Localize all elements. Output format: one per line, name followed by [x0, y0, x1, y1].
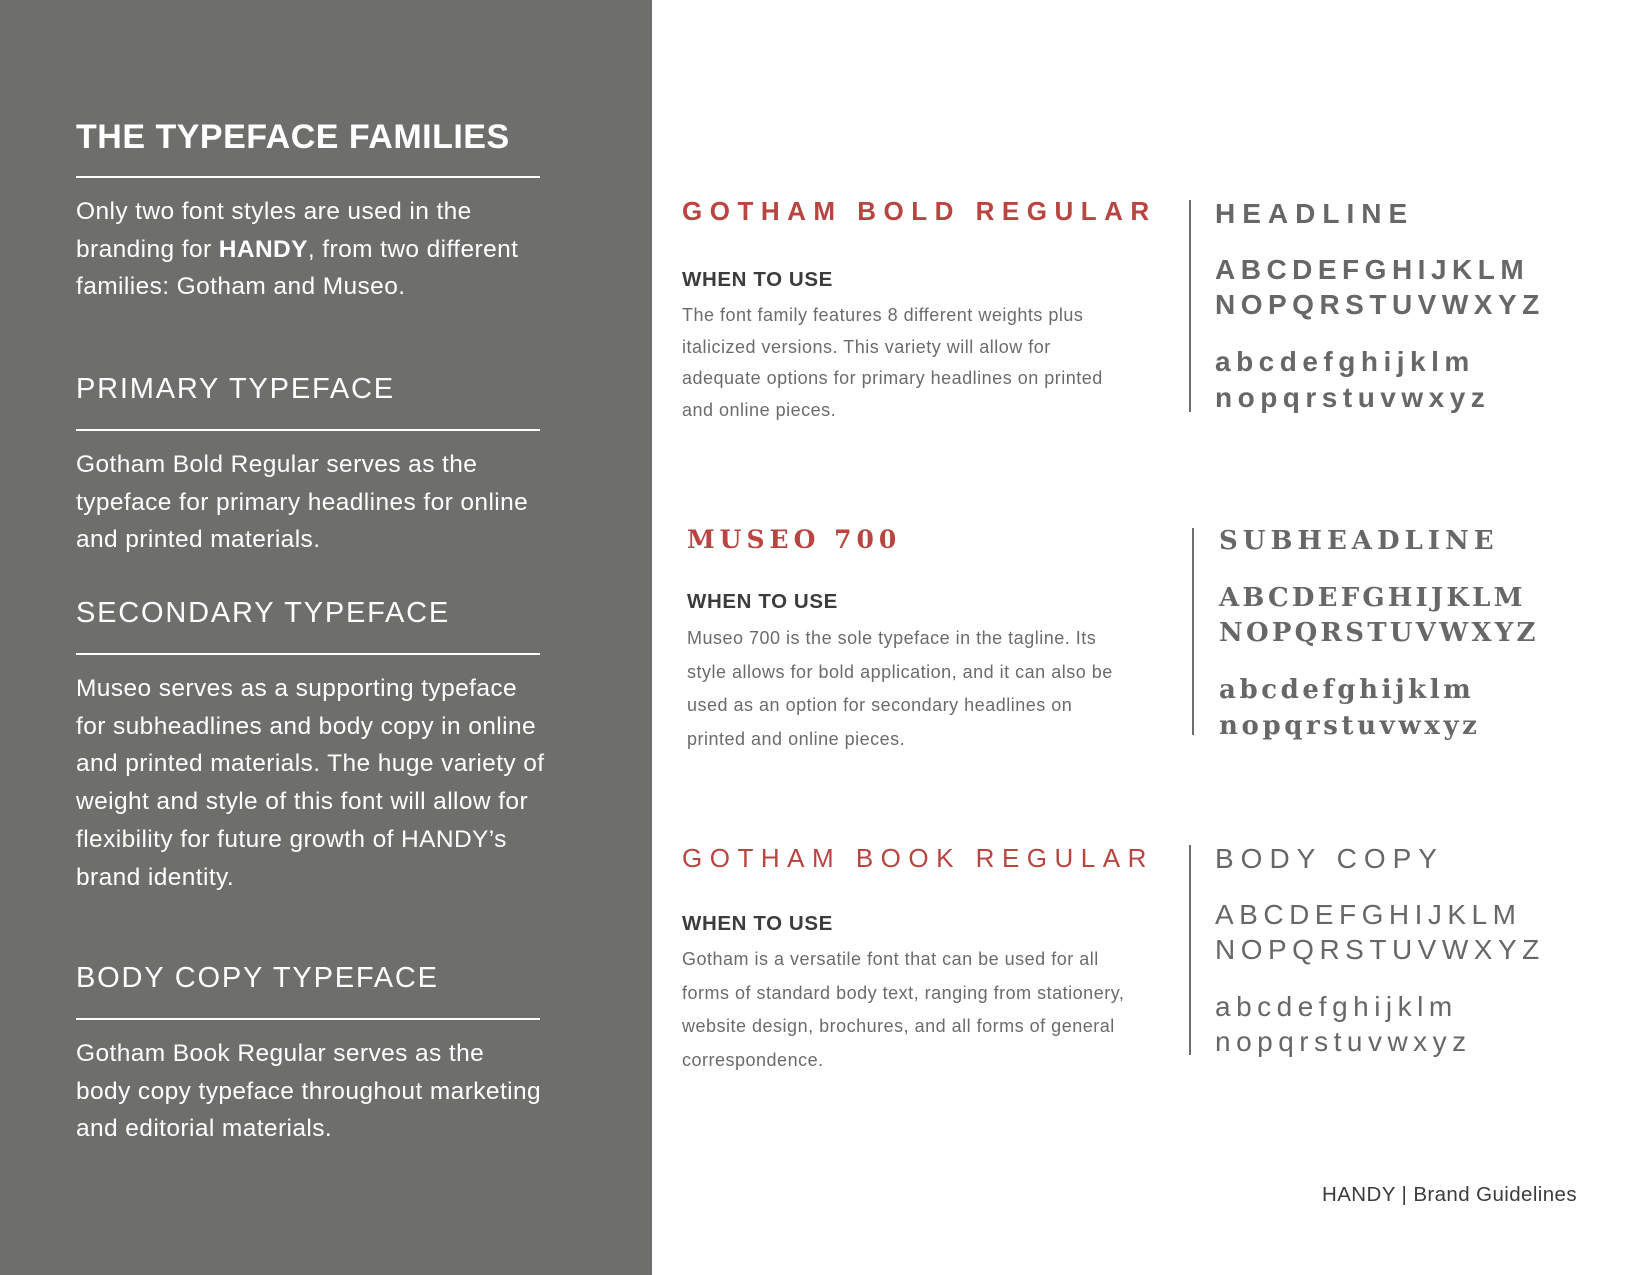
specimen-lowercase-2: nopqrstuvwxyz: [1219, 711, 1481, 741]
body-copy-divider: [76, 1018, 540, 1020]
specimen-lowercase-2: nopqrstuvwxyz: [1215, 382, 1491, 413]
specimen-label: BODY COPY: [1215, 843, 1444, 874]
font-description: Gotham is a versatile font that can be used for all forms of standard body text, ranging from stationery, website design, brochures, and all forms of general correspondence.: [682, 949, 1125, 1070]
specimen-lowercase-1: abcdefghijklm: [1219, 675, 1475, 705]
specimen-label: SUBHEADLINE: [1219, 526, 1499, 556]
when-to-use-label: WHEN TO USE: [682, 912, 833, 935]
secondary-typeface-body: Museo serves as a supporting typeface for subheadlines and body copy in online and printed materials. The huge variety of weight and style of this font will allow for flexibility for future growth of HANDY’s brand identity.: [76, 675, 545, 891]
specimen-uppercase-2: NOPQRSTUVWXYZ: [1215, 934, 1545, 965]
body-copy-typeface-heading: BODY COPY TYPEFACE: [76, 962, 439, 994]
when-to-use-label: WHEN TO USE: [687, 590, 838, 613]
font-description: Museo 700 is the sole typeface in the tagline. Its style allows for bold application, and it can also be used as an option for secondary headlines on printed and online pieces.: [687, 628, 1113, 749]
intro-paragraph: Only two font styles are used in the branding for HANDY, from two different families: Gotham and Museo.: [76, 198, 519, 301]
specimen-lowercase-2: nopqrstuvwxyz: [1215, 1026, 1472, 1057]
specimen-lowercase-1: abcdefghijklm: [1215, 346, 1475, 377]
specimen-uppercase-1: ABCDEFGHIJKLM: [1215, 899, 1522, 930]
brand-name: HANDY: [218, 235, 308, 263]
body-copy-typeface-body: Gotham Book Regular serves as the body copy typeface throughout marketing and editorial materials.: [76, 1040, 542, 1143]
font-description: The font family features 8 different weights plus italicized versions. This variety will allow for adequate options for primary headlines on printed and online pieces.: [682, 305, 1103, 420]
font-name: GOTHAM BOLD REGULAR: [682, 196, 1157, 226]
specimen-divider: [1189, 200, 1191, 412]
specimen-divider: [1192, 528, 1194, 735]
specimen-uppercase-1: ABCDEFGHIJKLM: [1219, 583, 1526, 613]
font-name: MUSEO 700: [687, 525, 902, 554]
specimen-uppercase-2: NOPQRSTUVWXYZ: [1215, 289, 1545, 320]
primary-typeface-body: Gotham Bold Regular serves as the typeface for primary headlines for online and printed materials.: [76, 451, 529, 554]
specimen-uppercase-2: NOPQRSTUVWXYZ: [1219, 618, 1539, 648]
page-title: THE TYPEFACE FAMILIES: [76, 118, 510, 156]
sidebar: [0, 0, 652, 1275]
specimen-lowercase-1: abcdefghijklm: [1215, 991, 1458, 1022]
secondary-divider: [76, 653, 540, 655]
secondary-typeface-heading: SECONDARY TYPEFACE: [76, 597, 451, 629]
specimen-label: HEADLINE: [1215, 198, 1415, 229]
font-name: GOTHAM BOOK REGULAR: [682, 843, 1154, 873]
title-divider: [76, 176, 540, 178]
when-to-use-label: WHEN TO USE: [682, 268, 833, 291]
primary-divider: [76, 429, 540, 431]
primary-typeface-heading: PRIMARY TYPEFACE: [76, 373, 395, 405]
page-footer: HANDY | Brand Guidelines: [1322, 1183, 1577, 1206]
specimen-uppercase-1: ABCDEFGHIJKLM: [1215, 254, 1530, 285]
specimen-divider: [1189, 845, 1191, 1055]
